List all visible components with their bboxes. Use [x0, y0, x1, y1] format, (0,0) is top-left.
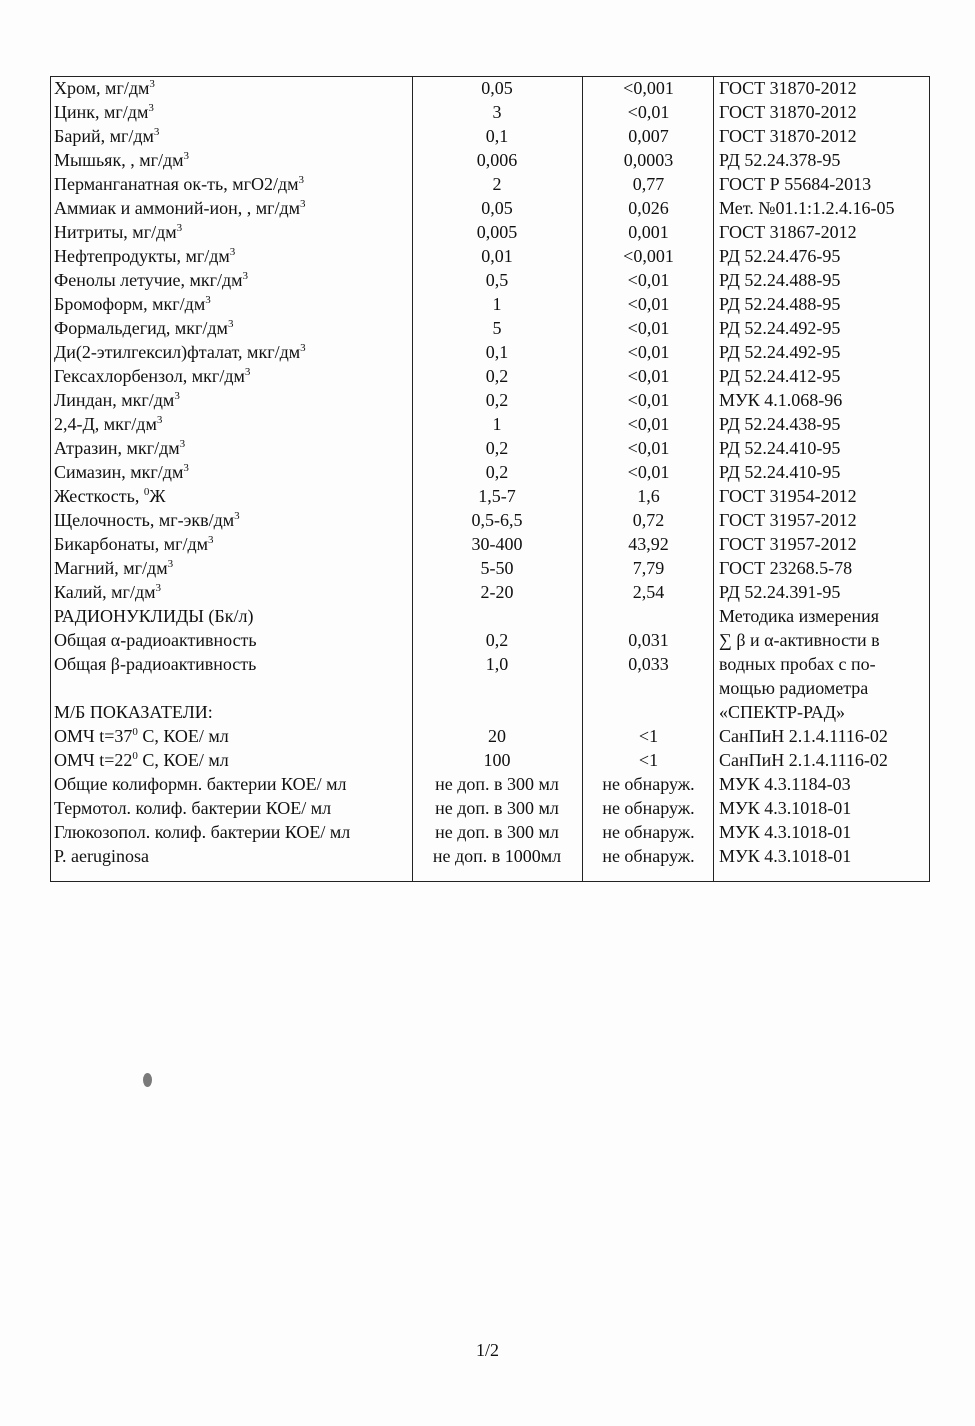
indicator-name: Бромоформ, мкг/$дм^3$ — [54, 294, 211, 314]
method-reference: РД 52.24.492-95 — [719, 342, 841, 362]
method-reference: РД 52.24.488-95 — [719, 294, 841, 314]
norm-value: 2-20 — [480, 582, 514, 602]
table-row — [50, 340, 930, 364]
table-row — [50, 508, 930, 532]
result-value: <0,01 — [627, 414, 670, 434]
table-row — [50, 244, 930, 268]
table-row — [50, 532, 930, 556]
result-value: 0,0003 — [623, 150, 674, 170]
method-reference: РД 52.24.391-95 — [719, 582, 841, 602]
method-reference: СанПиН 2.1.4.1116-02 — [719, 750, 888, 770]
method-reference: МУК 4.3.1018-01 — [719, 822, 852, 842]
indicator-name: Жесткость, $^0$Ж — [54, 486, 166, 506]
result-value: <0,01 — [627, 294, 670, 314]
table-row — [50, 412, 930, 436]
norm-value: 2 — [492, 174, 502, 194]
result-value — [582, 676, 715, 700]
result-value: <0,01 — [627, 102, 670, 122]
norm-value: 0,2 — [485, 390, 509, 410]
result-value: не обнаруж. — [602, 798, 695, 818]
indicator-name: Цинк, $мг/дм^3$ — [54, 102, 154, 122]
norm-value: не доп. в 1000мл — [432, 846, 562, 866]
table-row — [50, 556, 930, 580]
norm-value: 0,5-6,5 — [471, 510, 523, 530]
result-value: не обнаруж. — [602, 822, 695, 842]
indicator-name: ОМЧ $t=22^0$ С, КОЕ/ мл — [54, 750, 229, 770]
result-value: 0,77 — [632, 174, 665, 194]
method-reference: ГОСТ 31867-2012 — [719, 222, 857, 242]
result-value: <0,01 — [627, 318, 670, 338]
table-row — [50, 316, 930, 340]
norm-value: 0,5 — [485, 270, 509, 290]
indicator-name: Формальдегид, мкг/$дм^3$ — [54, 318, 234, 338]
result-value: <1 — [638, 750, 659, 770]
norm-value: 0,1 — [485, 126, 509, 146]
norm-value: 0,005 — [476, 222, 518, 242]
table-row — [50, 460, 930, 484]
indicator-name: Симазин, мкг/$дм^3$ — [54, 462, 189, 482]
norm-value: 1 — [492, 294, 502, 314]
result-value — [582, 604, 715, 628]
indicator-name: Термотол. колиф. бактерии КОЕ/ мл — [54, 798, 332, 818]
table-row — [50, 724, 930, 748]
result-value: 2,54 — [632, 582, 665, 602]
norm-value: 0,2 — [485, 438, 509, 458]
method-reference: ГОСТ 31957-2012 — [719, 510, 857, 530]
norm-value: 20 — [488, 726, 506, 746]
norm-value: 0,2 — [485, 630, 509, 650]
result-value: 0,007 — [628, 126, 669, 146]
page-number: 1/2 — [475, 1340, 499, 1360]
method-reference: МУК 4.1.068-96 — [719, 390, 843, 410]
norm-value: 0,05 — [481, 78, 513, 98]
norm-value: 0,2 — [485, 366, 509, 386]
result-value: не обнаруж. — [602, 774, 695, 794]
results-table — [50, 76, 930, 868]
result-value: 43,92 — [628, 534, 669, 554]
table-row — [50, 484, 930, 508]
scan-speck — [143, 1073, 152, 1087]
table-row — [50, 364, 930, 388]
table-row — [50, 604, 930, 628]
table-row — [50, 268, 930, 292]
method-reference: ГОСТ 31870-2012 — [719, 102, 857, 122]
norm-value — [412, 604, 582, 628]
indicator-name: Калий, $мг/дм^3$ — [54, 582, 161, 602]
method-reference: РД 52.24.410-95 — [719, 438, 841, 458]
indicator-name: P. aeruginosa — [54, 846, 149, 866]
indicator-name: Общие колиформн. бактерии КОЕ/ мл — [54, 774, 347, 794]
result-value: 0,72 — [632, 510, 665, 530]
indicator-name: Щелочность, $мг-экв/дм^3$ — [54, 510, 240, 530]
result-value: 0,033 — [628, 654, 669, 674]
result-value: 0,031 — [628, 630, 669, 650]
method-reference: РД 52.24.492-95 — [719, 318, 841, 338]
result-value: <0,01 — [627, 342, 670, 362]
table-row — [50, 196, 930, 220]
norm-value: не доп. в 300 мл — [435, 798, 559, 818]
indicator-name: Магний, $мг/дм^3$ — [54, 558, 174, 578]
table-row — [50, 124, 930, 148]
norm-value: 5-50 — [480, 558, 514, 578]
norm-value: 1 — [492, 414, 502, 434]
method-reference: РД 52.24.412-95 — [719, 366, 841, 386]
indicator-name: Общая β-радиоактивность — [54, 654, 257, 674]
method-reference: РД 52.24.378-95 — [719, 150, 841, 170]
indicator-name: Гексахлорбензол, мкг/$дм^3$ — [54, 366, 251, 386]
table-row — [50, 436, 930, 460]
norm-value: 1,5-7 — [478, 486, 516, 506]
table-row — [50, 628, 930, 652]
table-row — [50, 652, 930, 676]
indicator-name: Линдан, мкг/$дм^3$ — [54, 390, 180, 410]
table-row — [50, 796, 930, 820]
method-reference: РД 52.24.488-95 — [719, 270, 841, 290]
method-reference: ГОСТ 31870-2012 — [719, 78, 857, 98]
method-reference: МУК 4.3.1018-01 — [719, 798, 852, 818]
norm-value: 3 — [492, 102, 502, 122]
result-value: <0,01 — [627, 366, 670, 386]
result-value: <0,01 — [627, 438, 670, 458]
indicator-name: Фенолы летучие, мкг/$дм^3$ — [54, 270, 249, 290]
method-reference: ГОСТ 31870-2012 — [719, 126, 857, 146]
table-row — [50, 772, 930, 796]
norm-value — [412, 676, 582, 700]
table-row — [50, 172, 930, 196]
table-row — [50, 820, 930, 844]
result-value: 0,026 — [628, 198, 669, 218]
indicator-name: Нефтепродукты, $мг/дм^3$ — [54, 246, 236, 266]
norm-value: не доп. в 300 мл — [435, 774, 559, 794]
result-value: <1 — [638, 726, 659, 746]
table-row — [50, 580, 930, 604]
result-value: 7,79 — [632, 558, 665, 578]
indicator-name: ОМЧ $t=37^0$ С, КОЕ/ мл — [54, 726, 229, 746]
indicator-name: Общая α-радиоактивность — [54, 630, 257, 650]
method-reference: ГОСТ 23268.5-78 — [719, 558, 853, 578]
indicator-name: Нитриты, $мг/дм^3$ — [54, 222, 183, 242]
method-reference: «СПЕКТР-РАД» — [719, 702, 845, 722]
norm-value: не доп. в 300 мл — [435, 822, 559, 842]
norm-value: 0,006 — [476, 150, 518, 170]
result-value: 0,001 — [628, 222, 669, 242]
result-value: <0,01 — [627, 270, 670, 290]
indicator-name: Глюкозопол. колиф. бактерии КОЕ/ мл — [54, 822, 351, 842]
indicator-name: 2,4-Д, мкг/$дм^3$ — [54, 414, 163, 434]
table-row — [50, 220, 930, 244]
indicator-name: Барий, $мг/дм^3$ — [54, 126, 160, 146]
norm-value: 0,1 — [485, 342, 509, 362]
method-reference: Методика измерения — [719, 606, 880, 626]
result-value: <0,001 — [623, 246, 674, 266]
norm-value: 5 — [492, 318, 502, 338]
indicator-name: Аммиак и аммоний-ион, , $мг/дм^3$ — [54, 198, 306, 218]
method-reference: РД 52.24.410-95 — [719, 462, 841, 482]
table-row — [50, 292, 930, 316]
method-reference: водных пробах с по- — [719, 654, 876, 674]
method-reference: МУК 4.3.1018-01 — [719, 846, 852, 866]
method-reference: мощью радиометра — [719, 678, 869, 698]
table-row — [50, 388, 930, 412]
results-table-body — [50, 76, 930, 868]
indicator-name: Атразин, мкг/$дм^3$ — [54, 438, 186, 458]
result-value — [582, 700, 715, 724]
norm-value: 100 — [483, 750, 511, 770]
norm-value: 0,01 — [481, 246, 513, 266]
norm-value: 0,05 — [481, 198, 513, 218]
method-reference: ГОСТ Р 55684-2013 — [719, 174, 872, 194]
method-reference: ∑ β и α-активности в — [719, 630, 880, 650]
norm-value: 0,2 — [485, 462, 509, 482]
indicator-name: Хром, $мг/дм^3$ — [54, 78, 155, 98]
table-row — [50, 700, 930, 724]
table-row — [50, 676, 930, 700]
table-row — [50, 844, 930, 868]
norm-value — [412, 700, 582, 724]
method-reference: ГОСТ 31954-2012 — [719, 486, 857, 506]
norm-value: 30-400 — [471, 534, 523, 554]
indicator-name — [50, 676, 412, 700]
indicator-name: РАДИОНУКЛИДЫ (Бк/л) — [54, 606, 254, 626]
indicator-name: М/Б ПОКАЗАТЕЛИ: — [54, 702, 213, 722]
indicator-name: Ди(2-этилгексил)фталат, мкг/$дм^3$ — [54, 342, 306, 362]
table-row — [50, 100, 930, 124]
result-value: <0,01 — [627, 462, 670, 482]
result-value: <0,001 — [623, 78, 674, 98]
method-reference: РД 52.24.438-95 — [719, 414, 841, 434]
table-row — [50, 76, 930, 100]
table-row — [50, 148, 930, 172]
method-reference: СанПиН 2.1.4.1116-02 — [719, 726, 888, 746]
method-reference: РД 52.24.476-95 — [719, 246, 841, 266]
indicator-name: Бикарбонаты, $мг/дм^3$ — [54, 534, 214, 554]
method-reference: ГОСТ 31957-2012 — [719, 534, 857, 554]
indicator-name: Перманганатная ок-ть, $мгО2/дм^3$ — [54, 174, 305, 194]
indicator-name: Мышьяк, , $мг/дм^3$ — [54, 150, 190, 170]
table-row — [50, 748, 930, 772]
method-reference: МУК 4.3.1184-03 — [719, 774, 851, 794]
norm-value: 1,0 — [485, 654, 509, 674]
result-value: <0,01 — [627, 390, 670, 410]
method-reference: Мет. №01.1:1.2.4.16-05 — [719, 198, 895, 218]
result-value: 1,6 — [637, 486, 660, 506]
result-value: не обнаруж. — [602, 846, 695, 866]
